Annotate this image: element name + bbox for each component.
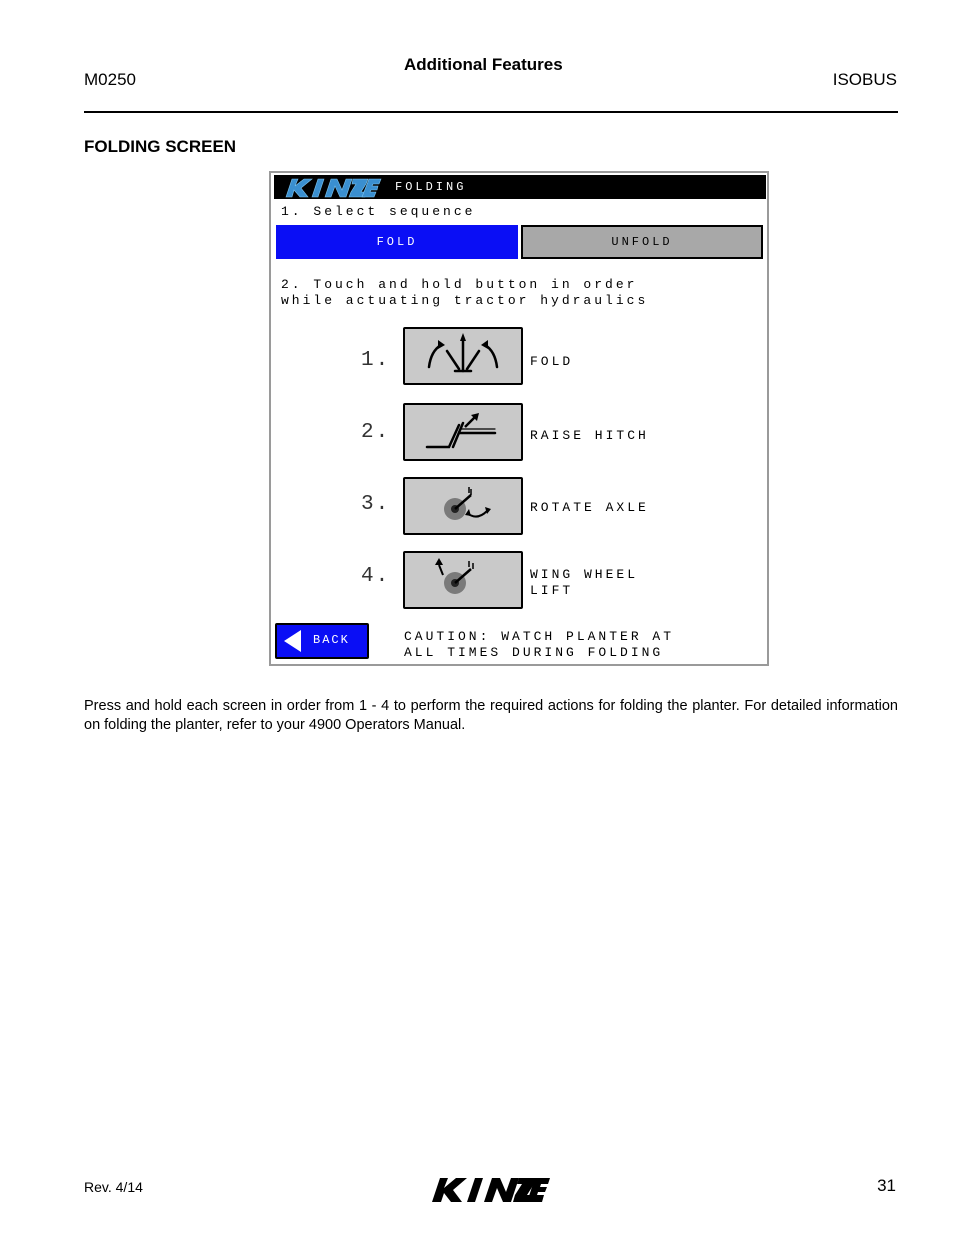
screen-titlebar <box>274 175 766 199</box>
fold-wings-icon <box>405 329 521 383</box>
header-divider <box>84 111 898 113</box>
wing-wheel-lift-button[interactable] <box>403 551 523 609</box>
raise-hitch-button[interactable] <box>403 403 523 461</box>
back-button[interactable] <box>275 623 369 659</box>
step-number: 4. <box>361 565 391 588</box>
step2-instruction-line2: while actuating tractor hydraulics <box>281 293 649 308</box>
body-paragraph: Press and hold each screen in order from 1 - 4 to perform the required actions for folding the planter. For detailed information on folding the planter, refer to your 4900 Operators Manual. <box>84 698 898 733</box>
section-header: Additional Features <box>404 55 563 74</box>
screen-title: FOLDING <box>395 180 467 194</box>
kinze-logo-icon <box>282 177 382 199</box>
system-name: ISOBUS <box>832 70 897 89</box>
step2-instruction-line1: 2. Touch and hold button in order <box>281 277 638 292</box>
rotate-axle-icon <box>405 479 521 533</box>
rotate-axle-button[interactable] <box>403 477 523 535</box>
back-button-label: BACK <box>313 633 350 647</box>
fold-button[interactable] <box>403 327 523 385</box>
caution-line1: CAUTION: WATCH PLANTER AT <box>404 629 675 644</box>
wing-wheel-lift-icon <box>405 553 521 607</box>
doc-number: M0250 <box>84 70 136 89</box>
step-action-label: RAISE HITCH <box>530 428 649 443</box>
back-arrow-icon <box>283 629 303 653</box>
page-number: 31 <box>877 1176 896 1195</box>
step1-instruction: 1. Select sequence <box>281 204 476 219</box>
step-number: 2. <box>361 421 391 444</box>
caution-line2: ALL TIMES DURING FOLDING <box>404 645 664 660</box>
folding-screen <box>269 171 769 666</box>
revision-label: Rev. 4/14 <box>84 1179 143 1195</box>
fold-tab-button[interactable]: FOLD <box>276 225 518 259</box>
step-action-label-line1: WING WHEEL <box>530 567 639 582</box>
raise-hitch-icon <box>405 405 521 459</box>
unfold-tab-button[interactable]: UNFOLD <box>521 225 763 259</box>
step-action-label: FOLD <box>530 354 574 369</box>
step-number: 3. <box>361 493 391 516</box>
page-title: FOLDING SCREEN <box>84 137 237 156</box>
kinze-footer-logo-icon <box>430 1176 550 1204</box>
step-action-label-line2: LIFT <box>530 583 574 598</box>
step-action-label: ROTATE AXLE <box>530 500 649 515</box>
step-number: 1. <box>361 349 391 372</box>
